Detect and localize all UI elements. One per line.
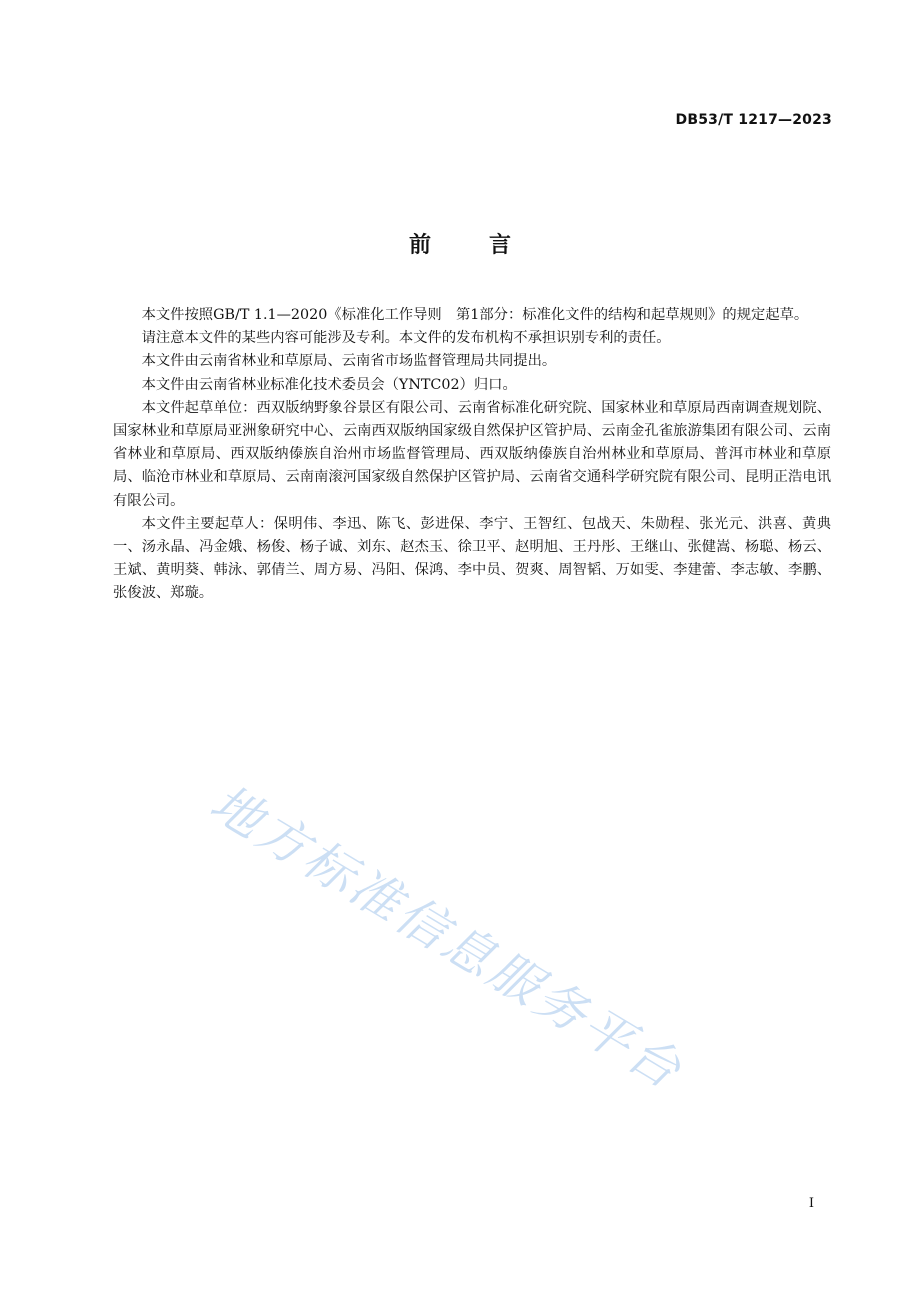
paragraph-main-drafters: 本文件主要起草人：保明伟、李迅、陈飞、彭进保、李宁、王智红、包战天、朱勋程、张光元、洪喜、黄典一、汤永晶、冯金娥、杨俊、杨子诚、刘东、赵杰玉、徐卫平、赵明旭、王丹彤、王继山、张健嵩、杨聪、杨云、王斌、黄明葵、韩泳、郭倩兰、周方易、冯阳、保鸿、李中员、贺爽、周智韬、万如雯、李建蕾、李志敏、李鹏、张俊波、郑璇。	[113, 515, 831, 602]
paragraph-drafting-units: 本文件起草单位：西双版纳野象谷景区有限公司、云南省标准化研究院、国家林业和草原局西南调查规划院、国家林业和草原局亚洲象研究中心、云南西双版纳国家级自然保护区管护局、云南金孔雀旅游集团有限公司、云南省林业和草原局、西双版纳傣族自治州市场监督管理局、西双版纳傣族自治州林业和草原局、普洱市林业和草原局、临沧市林业和草原局、云南南滚河国家级自然保护区管护局、云南省交通科学研究院有限公司、昆明正浩电讯有限公司。	[113, 399, 831, 509]
section-title-char-2: 言	[489, 233, 512, 258]
page-number: I	[808, 1196, 814, 1211]
paragraph-under-jurisdiction: 本文件由云南省林业标准化技术委员会（YNTC02）归口。	[141, 376, 517, 393]
watermark: 地方标准信息服务平台	[200, 773, 694, 1102]
section-title	[0, 228, 920, 259]
document-code: DB53/T 1217—2023	[675, 112, 832, 128]
paragraph-patent-notice: 请注意本文件的某些内容可能涉及专利。本文件的发布机构不承担识别专利的责任。	[141, 330, 671, 347]
paragraph-drafting-rules: 本文件按照GB/T 1.1—2020《标准化工作导则 第1部分：标准化文件的结构和起草规则》的规定起草。	[141, 307, 809, 323]
paragraph-proposed-by: 本文件由云南省林业和草原局、云南省市场监督管理局共同提出。	[141, 353, 557, 370]
section-title-char-1: 前	[408, 233, 431, 258]
foreword-body	[113, 304, 831, 606]
